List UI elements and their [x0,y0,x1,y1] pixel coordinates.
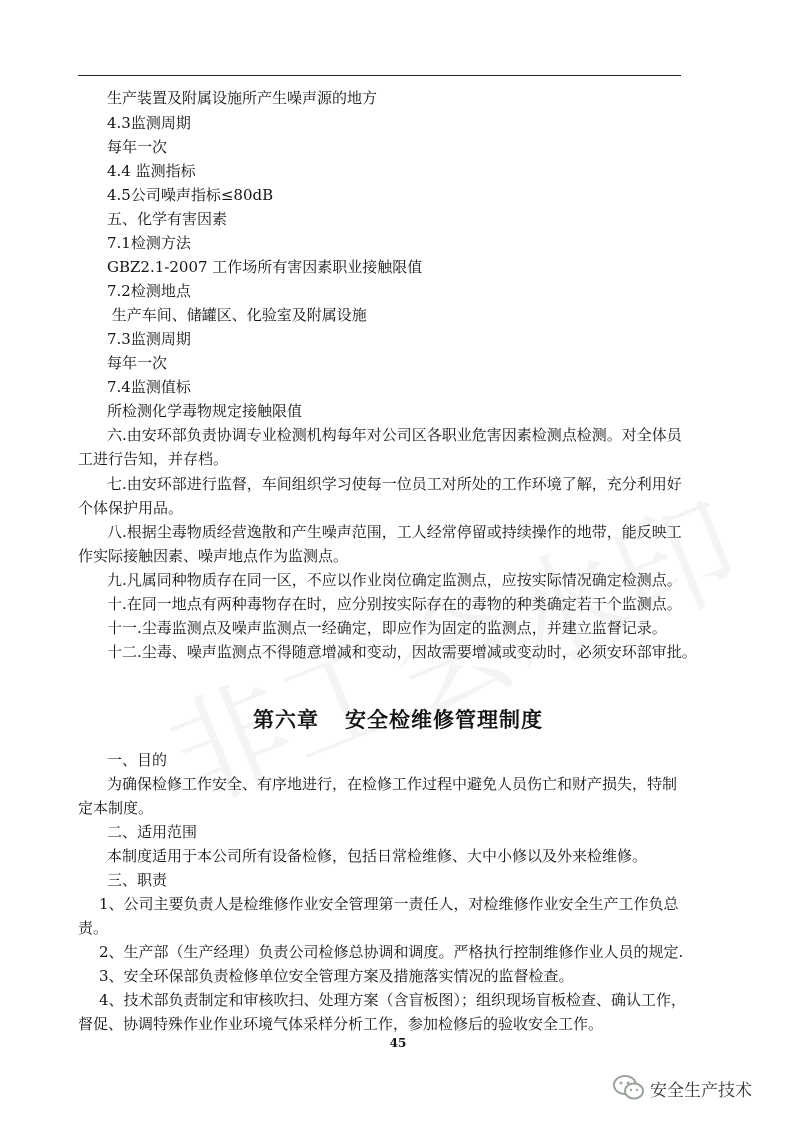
text-line: 七.由安环部进行监督，车间组织学习使每一位员工对所处的工作环境了解，充分利用好 [107,475,682,493]
text-line: 1、公司主要负责人是检维修作业安全管理第一责任人，对检维修作业安全生产工作负总 [99,895,679,913]
text-line: 3、安全环保部负责检修单位安全管理方案及措施落实情况的监督检查。 [99,967,574,985]
chapter-name: 安全检维修管理制度 [345,707,543,732]
text-line: 4、技术部负责制定和审核吹扫、处理方案（含盲板图）；组织现场盲板检查、确认工作， [99,991,687,1009]
chapter-title [0,706,796,734]
text-line: 九.凡属同种物质存在同一区，不应以作业岗位确定监测点，应按实际情况确定检测点。 [107,571,682,589]
text-line: 个体保护用品。 [78,499,184,517]
text-line: 督促、协调特殊作业作业环境气体采样分析工作，参加检修后的验收安全工作。 [78,1015,604,1033]
text-line: 4.5公司噪声指标≤80dB [107,186,274,204]
text-line: 一、目的 [107,751,168,769]
text-line: 十.在同一地点有两种毒物存在时，应分别按实际存在的毒物的种类确定若干个监测点。 [107,595,682,613]
text-line: 生产装置及附属设施所产生噪声源的地方 [107,89,378,107]
chapter-number: 第六章 [253,707,319,732]
text-line: 本制度适用于本公司所有设备检修，包括日常检维修、大中小修以及外来检维修。 [107,847,648,865]
text-line: 7.1检测方法 [107,234,191,252]
page-number: 45 [389,1036,407,1050]
text-line: 4.4 监测指标 [107,162,196,180]
wechat-icon [612,1073,646,1103]
header-rule [78,75,681,76]
text-line: 工进行告知，并存档。 [78,450,229,468]
text-line: 7.4监测值标 [107,378,191,396]
text-line: 7.2检测地点 [107,282,191,300]
text-line: 7.3监测周期 [107,330,191,348]
text-line: 八.根据尘毒物质经营逸散和产生噪声范围，工人经常停留或持续操作的地带，能反映工 [107,523,682,541]
text-line: 生产车间、储罐区、化验室及附属设施 [107,306,367,324]
text-line: GBZ2.1-2007 工作场所有害因素职业接触限值 [107,258,423,276]
account-name: 安全生产技术 [650,1080,752,1101]
text-line: 每年一次 [107,354,168,372]
text-line: 三、职责 [107,871,168,889]
text-line: 五、化学有害因素 [107,210,228,228]
text-line: 定本制度。 [78,799,154,817]
text-line: 责。 [78,919,109,937]
text-line: 2、生产部（生产经理）负责公司检修总协调和调度。严格执行控制维修作业人员的规定. [99,943,684,961]
text-line: 4.3监测周期 [107,114,191,132]
text-line: 六.由安环部负责协调专业检测机构每年对公司区各职业危害因素检测点检测。对全体员 [107,426,682,444]
text-line: 十一.尘毒监测点及噪声监测点一经确定，即应作为固定的监测点，并建立监督记录。 [107,619,667,637]
text-line: 每年一次 [107,138,168,156]
text-line: 二、适用范围 [107,823,198,841]
text-line: 为确保检修工作安全、有序地进行，在检修工作过程中避免人员伤亡和财产损失，特制 [107,775,678,793]
account-watermark [612,1073,752,1103]
text-line: 作实际接触因素、噪声地点作为监测点。 [78,547,349,565]
text-line: 所检测化学毒物规定接触限值 [107,402,303,420]
text-line: 十二.尘毒、噪声监测点不得随意增减和变动，因故需要增减或变动时，必须安环部审批。 [107,643,697,661]
